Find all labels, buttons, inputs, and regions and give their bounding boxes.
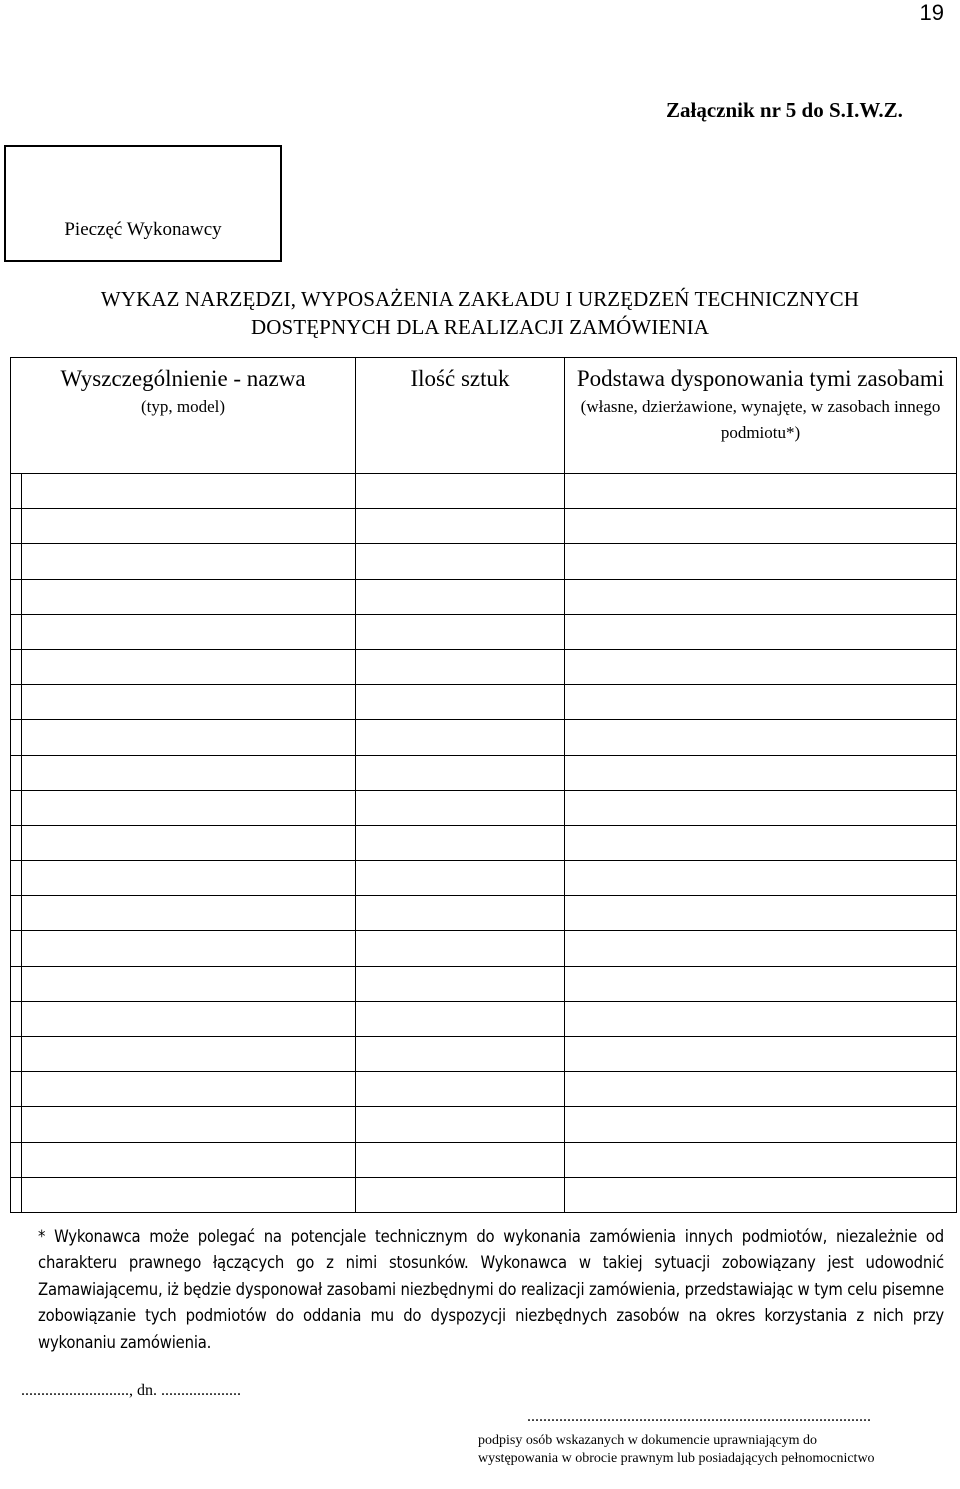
table-cell[interactable] [356,755,565,790]
table-row [11,579,957,614]
table-cell[interactable] [356,931,565,966]
page-number: 19 [919,0,944,25]
footnote-text: * Wykonawca może polegać na potencjale technicznym do wykonania zamówienia innych podmiotów, niezależnie od charakteru prawnego łączących go z nimi stosunków. Wykonawca w takiej sytuacji zobowiązany jest udowodnić Zamawiającemu, iż będzie dysponował zasobami niezbędnymi do realizacji zamówienia, przedstawiając w tym celu pisemne zobowiązanie tych podmiotów do oddania mu do dyspozycji niezbędnych zasobów na okres korzystania z nich przy wykonaniu zamówienia. [38,1227,944,1352]
table-cell[interactable] [356,1107,565,1142]
table-row [11,1037,957,1072]
table-row [11,1001,957,1036]
table-row [11,790,957,825]
header-quantity-label: Ilość sztuk [410,366,510,391]
table-cell[interactable] [356,1037,565,1072]
table-cell[interactable] [11,1177,356,1212]
table-cell[interactable] [565,1177,957,1212]
table-row [11,896,957,931]
table-cell[interactable] [356,509,565,544]
table-cell[interactable] [565,755,957,790]
table-cell[interactable] [565,614,957,649]
annex-title: Załącznik nr 5 do S.I.W.Z. [666,98,903,122]
table-cell[interactable] [565,861,957,896]
table-cell[interactable] [11,755,356,790]
signature-note: podpisy osób wskazanych w dokumencie uprawniającym do występowania w obrocie prawnym lub posiadających pełnomocnictwo [478,1433,875,1466]
table-cell[interactable] [356,1177,565,1212]
table-row [11,474,957,509]
table-cell[interactable] [356,1001,565,1036]
table-cell[interactable] [356,720,565,755]
table-row [11,544,957,579]
table-cell[interactable] [11,931,356,966]
table-cell[interactable] [356,474,565,509]
table-cell[interactable] [356,649,565,684]
header-basis-sub: (własne, dzierżawione, wynajęte, w zasobach innego podmiotu*) [580,397,941,442]
table-cell[interactable] [11,614,356,649]
table-cell[interactable] [356,896,565,931]
table-row [11,1142,957,1177]
table-row [11,1107,957,1142]
table-cell[interactable] [11,966,356,1001]
table-cell[interactable] [356,1142,565,1177]
contractor-stamp-box [4,145,282,262]
equipment-table [10,357,957,1213]
table-header-row [11,358,957,474]
table-row [11,649,957,684]
table-cell[interactable] [565,544,957,579]
table-cell[interactable] [11,825,356,860]
table-cell[interactable] [565,966,957,1001]
table-cell[interactable] [11,720,356,755]
table-row [11,685,957,720]
table-row [11,966,957,1001]
table-row [11,755,957,790]
footnote [38,1224,944,1356]
table-cell[interactable] [565,579,957,614]
table-cell[interactable] [11,579,356,614]
header-quantity [356,358,565,474]
table-row [11,861,957,896]
header-basis [565,358,957,474]
table-cell[interactable] [356,790,565,825]
table-cell[interactable] [11,1001,356,1036]
table-cell[interactable] [565,1107,957,1142]
table-row [11,825,957,860]
table-cell[interactable] [11,790,356,825]
table-row [11,614,957,649]
table-cell[interactable] [565,1001,957,1036]
table-cell[interactable] [11,1107,356,1142]
header-description-sub: (typ, model) [140,397,226,416]
table-cell[interactable] [565,720,957,755]
table-cell[interactable] [356,966,565,1001]
table-cell[interactable] [11,685,356,720]
title-line-2: DOSTĘPNYCH DLA REALIZACJI ZAMÓWIENIA [251,315,709,339]
table-cell[interactable] [565,1037,957,1072]
table-cell[interactable] [356,861,565,896]
stamp-label: Pieczęć Wykonawcy [64,219,222,240]
table-cell[interactable] [356,685,565,720]
table-cell[interactable] [565,685,957,720]
table-cell[interactable] [565,1072,957,1107]
table-cell[interactable] [11,544,356,579]
table-cell[interactable] [11,861,356,896]
table-row [11,1177,957,1212]
header-description [11,358,356,474]
table-cell[interactable] [565,509,957,544]
table-cell[interactable] [565,474,957,509]
place-date-line: ..........................., dn. .................... [21,1382,241,1399]
header-description-label: Wyszczególnienie - nazwa [60,366,306,391]
table-cell[interactable] [565,1142,957,1177]
document-title [0,285,960,341]
table-row [11,720,957,755]
table-row [11,509,957,544]
table-cell[interactable] [356,544,565,579]
signature-line: ...................................................................................... [527,1408,871,1425]
table-cell[interactable] [565,931,957,966]
table-cell[interactable] [565,790,957,825]
table-cell[interactable] [11,1142,356,1177]
header-basis-label: Podstawa dysponowania tymi zasobami [576,366,945,391]
table-cell[interactable] [565,896,957,931]
table-cell[interactable] [356,579,565,614]
table-cell[interactable] [11,649,356,684]
table-cell[interactable] [11,509,356,544]
table-cell[interactable] [356,1072,565,1107]
table-row [11,1072,957,1107]
table-cell[interactable] [565,825,957,860]
table-row [11,931,957,966]
table-cell[interactable] [356,825,565,860]
title-line-1: WYKAZ NARZĘDZI, WYPOSAŻENIA ZAKŁADU I URZĘDZEŃ TECHNICZNYCH [100,287,860,311]
table-cell[interactable] [11,1037,356,1072]
table-cell[interactable] [565,649,957,684]
table-cell[interactable] [356,614,565,649]
table-cell[interactable] [11,1072,356,1107]
table-cell[interactable] [11,474,356,509]
table-cell[interactable] [11,896,356,931]
